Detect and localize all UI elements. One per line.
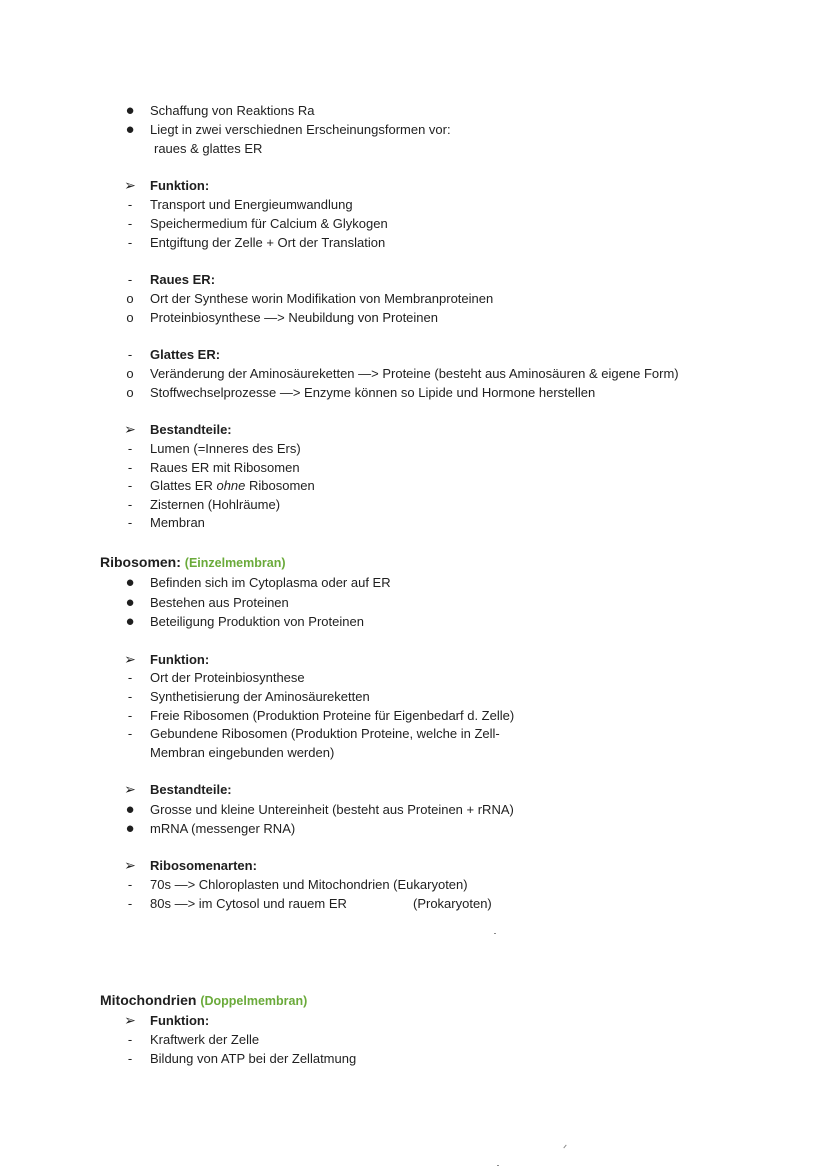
bullet-icon: ● [125,801,135,818]
dash-icon: - [127,197,133,212]
circle-bullet-icon: o [126,310,134,325]
arrow-bullet-icon: ➢ [124,1012,136,1028]
dash-icon: - [127,272,133,287]
arrow-bullet-icon: ➢ [124,857,136,873]
arrow-bullet-icon: ➢ [124,651,136,667]
dash-icon: - [127,216,133,231]
bullet-icon: ● [125,613,135,630]
dash-icon: - [127,515,133,530]
ribosomen-heading: Ribosomen: (Einzelmembran) [100,554,286,570]
dash-icon: - [127,441,133,456]
dash-icon: - [127,708,133,723]
membrane-tag: (Doppelmembran) [200,994,308,1008]
prokaryoten-note: (Prokaryoten) [413,896,492,911]
scan-speck [497,1165,499,1166]
dash-icon: - [127,1032,133,1047]
arrow-bullet-icon: ➢ [124,421,136,437]
scan-speck [494,933,496,934]
bullet-icon: ● [125,594,135,611]
bullet-icon: ● [125,820,135,837]
dash-icon: - [127,877,133,892]
bullet-icon: ● [125,121,135,138]
dash-icon: - [127,460,133,475]
dash-icon: - [127,497,133,512]
scan-speck [563,1145,566,1149]
dash-icon: - [127,478,133,493]
arrow-bullet-icon: ➢ [124,781,136,797]
dash-icon: - [127,689,133,704]
dash-icon: - [127,896,133,911]
document-page: ● Schaffung von Reaktions Ra ● Liegt in zwei verschiednen Erscheinungsformen vor: raues & glattes ER ➢ Funktion: - Transport und Energieumwandlung - Speichermedium für Calcium & Glykogen - Entgiftung der Zelle + Ort der Translation - Raues ER: o Ort der Synthese worin Modifikation von Membranproteinen o Proteinbiosynthese —> Neubildung von Proteinen - Glattes ER: o Veränderung der Aminosäureketten —> Proteine (besteht aus Aminosäuren & eigene Form) o Stoffwechselprozesse —> Enzyme können so Lipide und Hormone herstellen ➢ Bestandteile: - Lumen (=Inneres des Ers) - Raues ER mit Ribosomen - Glattes ER ohne Ribosomen - Zisternen (Hohlräume) - Membran Ribosomen: (Einzelmembran) ● Befinden sich im Cytoplasma oder auf ER ● Bestehen aus Proteinen ● Beteiligung Produktion von Proteinen ➢ Funktion: - Ort der Proteinbiosynthese - Synthetisierung der Aminosäureketten - Freie Ribosomen (Produktion Proteine für Eigenbedarf d. Zelle) - Gebundene Ribosomen (Produktion Proteine, welche in Zell- Membran eingebunden werden) ➢ Bestandteile: ● Grosse und kleine Untereinheit (besteht aus Proteinen + rRNA) ● mRNA (messenger RNA) ➢ Ribosomenarten: - 70s —> Chloroplasten und Mitochondrien (Eukaryoten) - 80s —> im Cytosol und rauem ER (Prokaryoten) Mitochondrien (Doppelmembran) ➢ Funktion: - Kraftwerk der Zelle - Bildung von ATP bei der Zellatmung [0,0,828,1171]
circle-bullet-icon: o [126,385,134,400]
dash-icon: - [127,670,133,685]
bullet-icon: ● [125,574,135,591]
membrane-tag: (Einzelmembran) [184,556,286,570]
dash-icon: - [127,347,133,362]
dash-icon: - [127,235,133,250]
mitochondrien-heading: Mitochondrien (Doppelmembran) [100,992,308,1008]
dash-icon: - [127,1051,133,1066]
dash-icon: - [127,726,133,741]
bullet-icon: ● [125,102,135,119]
circle-bullet-icon: o [126,291,134,306]
circle-bullet-icon: o [126,366,134,381]
arrow-bullet-icon: ➢ [124,177,136,193]
